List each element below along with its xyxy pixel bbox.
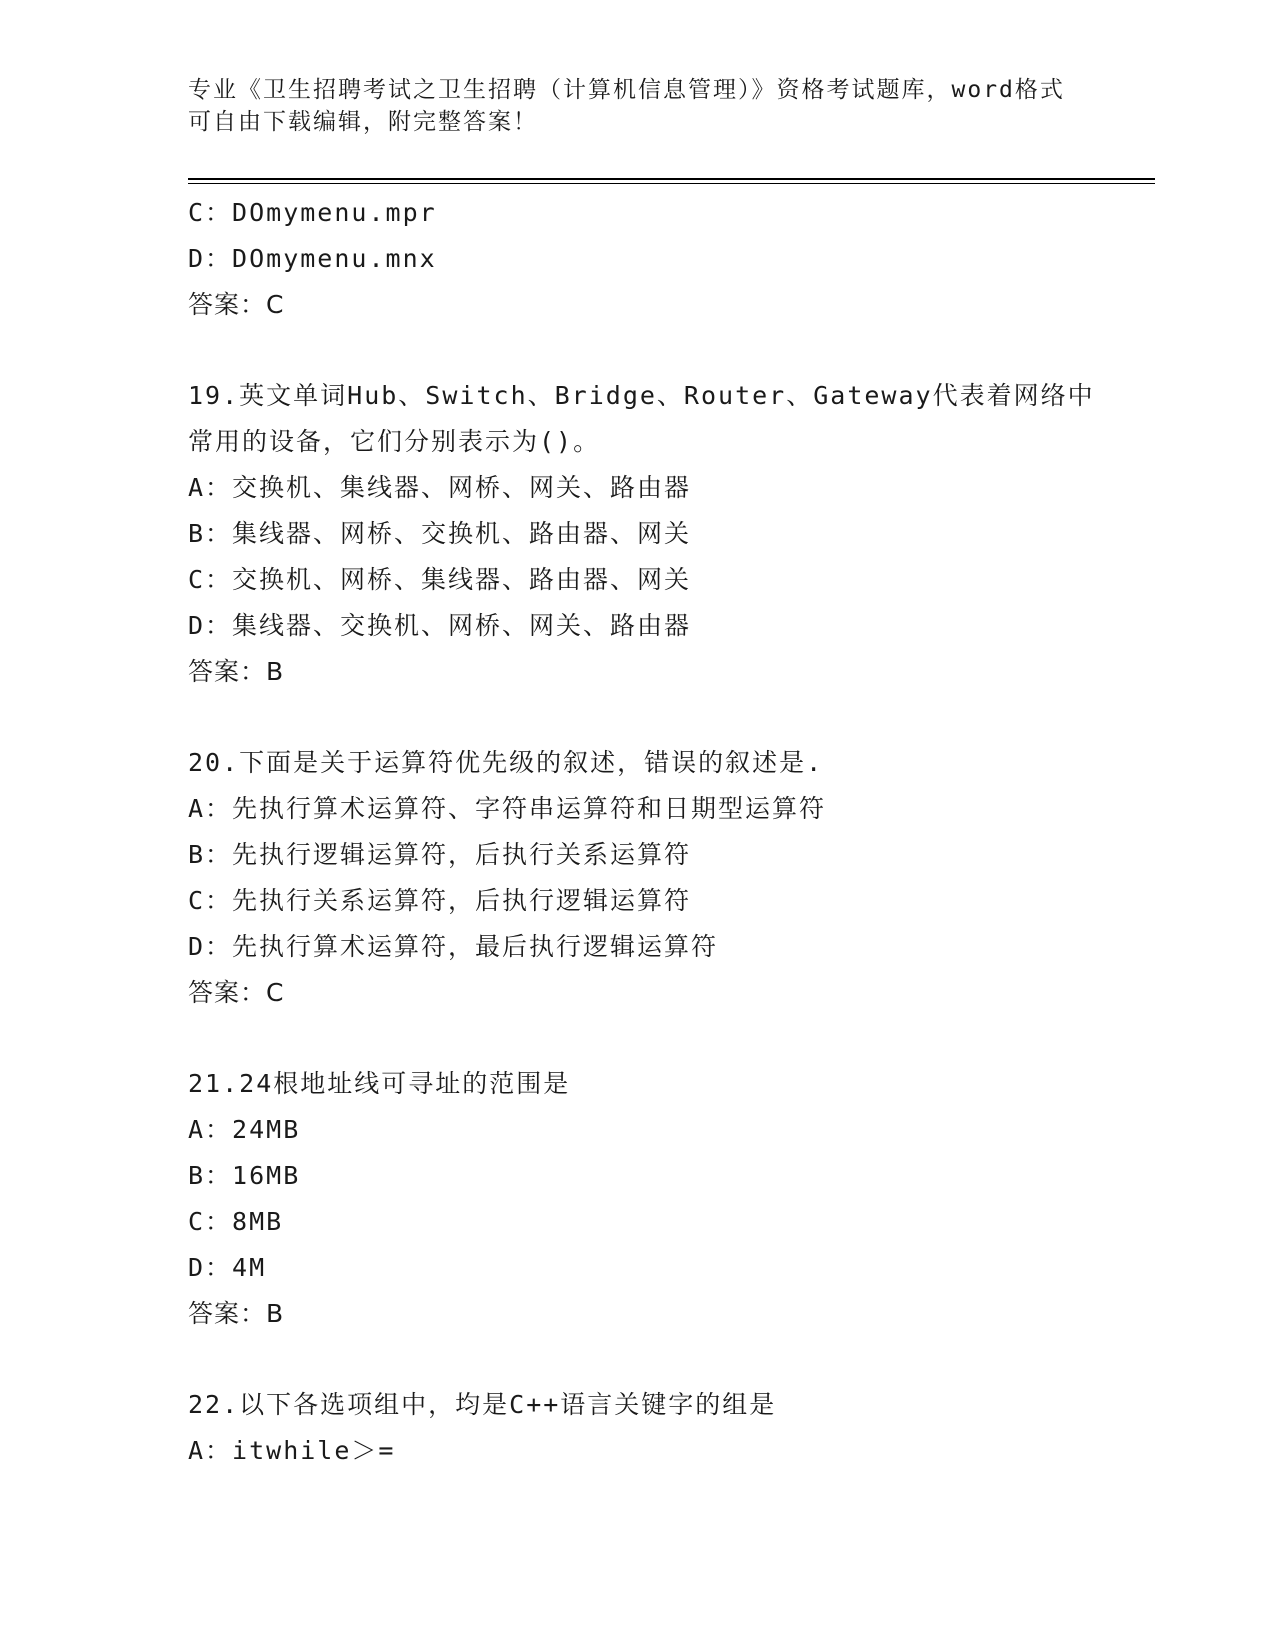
q20-option-b: B：先执行逻辑运算符，后执行关系运算符 xyxy=(188,840,692,869)
q20-stem: 20.下面是关于运算符优先级的叙述，错误的叙述是. xyxy=(188,748,824,777)
q21-stem: 21.24根地址线可寻址的范围是 xyxy=(188,1069,571,1098)
spacer xyxy=(188,695,1148,740)
question-list xyxy=(188,190,1148,1474)
q21-option-c: C：8MB xyxy=(188,1207,284,1236)
header-line-1: 专业《卫生招聘考试之卫生招聘（计算机信息管理）》资格考试题库，word格式 xyxy=(188,77,1065,103)
q21-option-a: A：24MB xyxy=(188,1115,301,1144)
spacer xyxy=(188,328,1148,373)
q19-option-d: D：集线器、交换机、网桥、网关、路由器 xyxy=(188,611,692,640)
q19-option-a: A：交换机、集线器、网桥、网关、路由器 xyxy=(188,473,692,502)
q21-option-d: D：4M xyxy=(188,1253,267,1282)
header-line-2: 可自由下载编辑，附完整答案！ xyxy=(188,109,538,135)
q19-answer: 答案：B xyxy=(188,657,285,686)
q20-option-d: D：先执行算术运算符，最后执行逻辑运算符 xyxy=(188,932,719,961)
header-rule-thin xyxy=(188,183,1155,184)
q20-option-c: C：先执行关系运算符，后执行逻辑运算符 xyxy=(188,886,692,915)
q18-answer: 答案：C xyxy=(188,290,285,319)
q18-option-d: D：DOmymenu.mnx xyxy=(188,244,437,273)
q19-option-c: C：交换机、网桥、集线器、路由器、网关 xyxy=(188,565,692,594)
q18-option-c: C：DOmymenu.mpr xyxy=(188,198,437,227)
q19-stem-line-1: 19.英文单词Hub、Switch、Bridge、Router、Gateway代表着网络中 xyxy=(188,381,1095,410)
q20-answer: 答案：C xyxy=(188,978,285,1007)
q22-option-a: A：itwhile＞= xyxy=(188,1436,396,1465)
spacer xyxy=(188,1016,1148,1061)
q22-stem: 22.以下各选项组中，均是C++语言关键字的组是 xyxy=(188,1390,777,1419)
document-header xyxy=(188,74,1088,138)
spacer xyxy=(188,1337,1148,1382)
q20-option-a: A：先执行算术运算符、字符串运算符和日期型运算符 xyxy=(188,794,827,823)
q19-option-b: B：集线器、网桥、交换机、路由器、网关 xyxy=(188,519,692,548)
q19-stem-line-2: 常用的设备，它们分别表示为()。 xyxy=(188,427,601,456)
q21-option-b: B：16MB xyxy=(188,1161,301,1190)
header-rule-thick xyxy=(188,178,1155,180)
q21-answer: 答案：B xyxy=(188,1299,285,1328)
